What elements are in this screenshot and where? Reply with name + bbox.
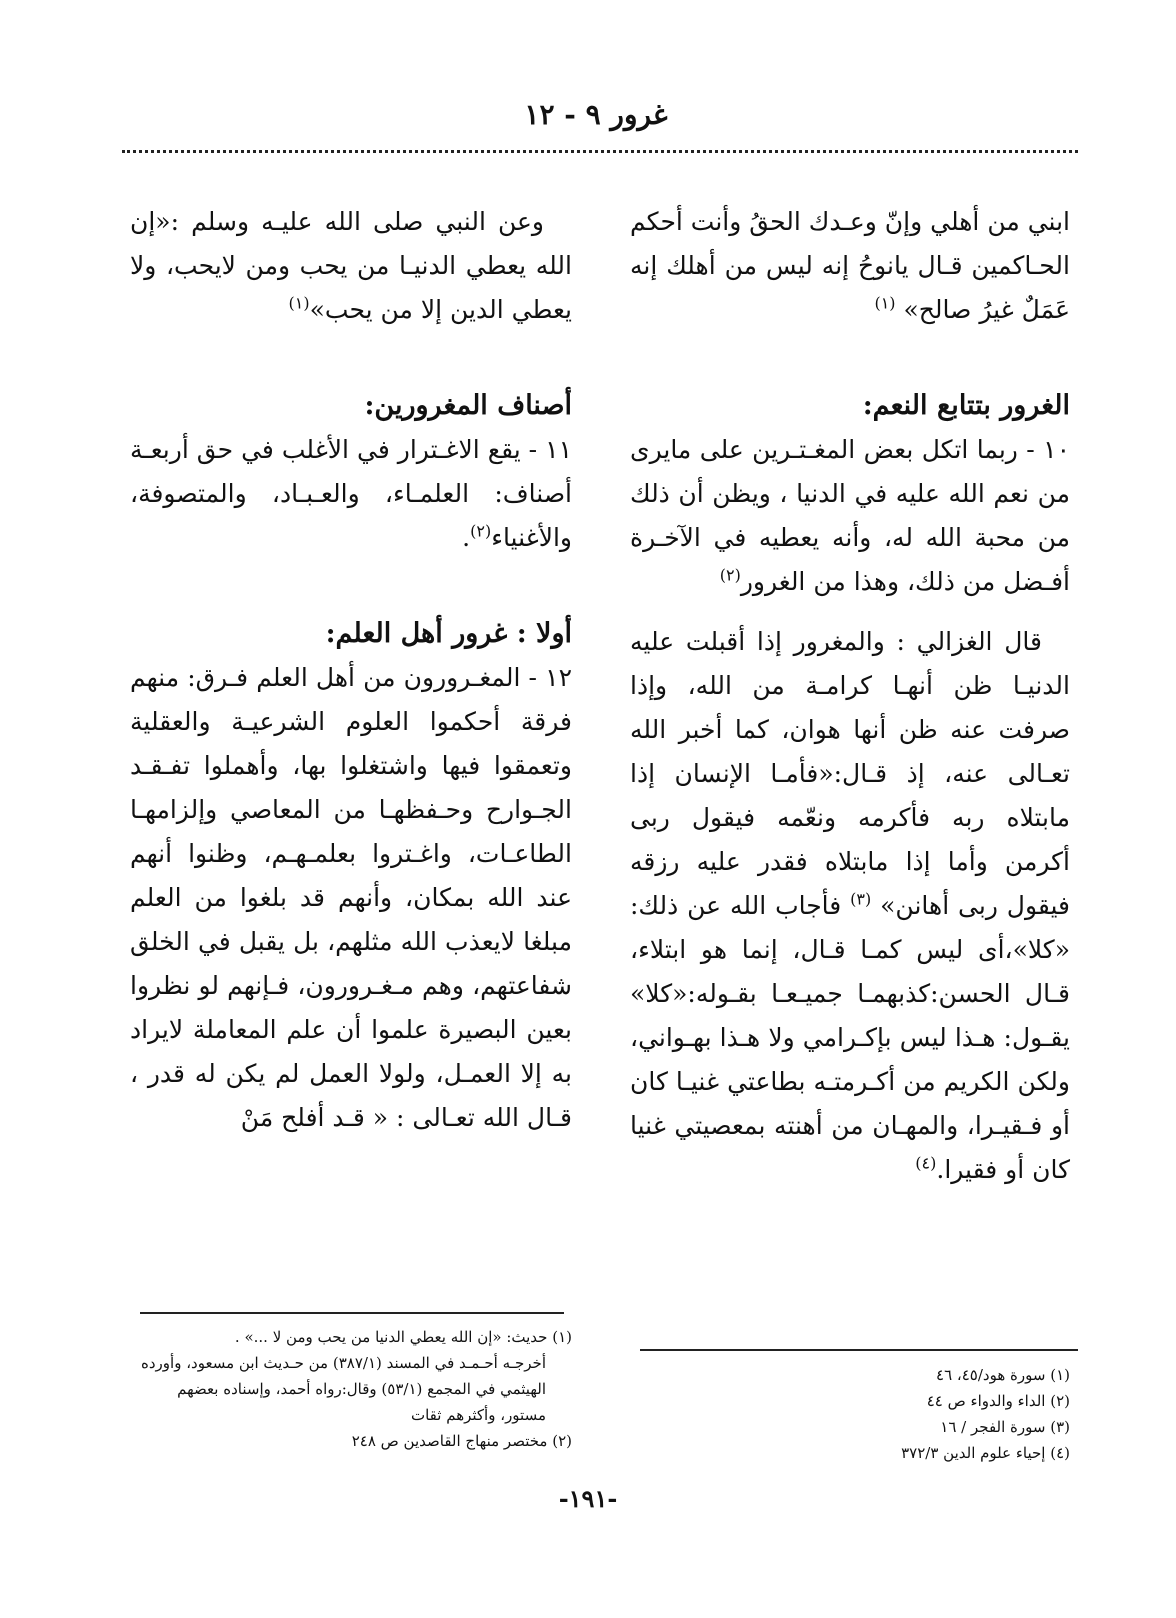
footnote-item: (١) سورة هود/٤٥، ٤٦ [936, 1366, 1070, 1384]
footnote-item: (٢) الداء والدواء ص ٤٤ [926, 1392, 1070, 1410]
left-column [130, 200, 572, 1140]
right-paragraph-3: قال الغزالي : والمغرور إذا أقبلت عليه الدنيـا ظن أنهـا كرامـة من الله، وإذا صرفت عنه ظن أنها هوان، كما أخبر الله تعـالى عنه، إذ قـال:«فأمـا الإنسان إذا مابتلاه ربه فأكرمه ونعّمه فيقول ربى أكرمن وأما إذا مابتلاه فقدر عليه رزقه فيقول ربى أهانن» $^{(٣)}$ فأجاب الله عن ذلك: «كلا»،أى ليس كمـا قـال، إنما هو ابتلاء، قـال الحسن:كذبهمـا جميـعـا بقـوله:«كلا» يقـول: هـذا ليس بإكـرامي ولا هـذا بهـواني، ولكن الكريم من أكـرمتـه بطاعتي غنيـا كان أو فـقيـرا، والمهـان من أهنته بمعصيتي غنيا كان أو فقيرا.$^{(٤)}$ [630, 627, 1071, 1184]
footnote-ref: (٣) [850, 889, 872, 909]
right-column [630, 200, 1070, 1192]
footnote-ref: (٢) [719, 565, 741, 585]
footnote-item: (٢) مختصر منهاج القاصدين ص ٢٤٨ [351, 1432, 572, 1450]
right-paragraph-2: ١٠ - ربما اتكل بعض المغـتـرين على مايرى من نعم الله عليه في الدنيا ، ويظن أن ذلك من محبة الله له، وأنه يعطيه في الآخـرة أفـضل من ذلك، وهذا من الغرور$^{(٢)}$ [630, 435, 1070, 596]
footnote-item: (٣) سورة الفجر / ١٦ [940, 1418, 1070, 1436]
section-heading-ahl-al-ilm: أولا : غرور أهل العلم: [325, 618, 572, 649]
footnotes-right [630, 1362, 1070, 1466]
page-header [0, 98, 1176, 131]
footnotes-left [130, 1324, 572, 1454]
left-paragraph-1: وعن النبي صلى الله عليـه وسلم :«إن الله يعطي الدنيـا من يحب ومن لايحب، ولا يعطي الدين إلا من يحب»$^{(١)}$ [130, 207, 572, 324]
header-dotted-divider [122, 150, 1078, 153]
footnote-item: (٤) إحياء علوم الدين ٣٧٢/٣ [901, 1444, 1070, 1462]
footnote-item: (١) حديث: «إن الله يعطي الدنيا من يحب ومن لا ...» . [234, 1328, 572, 1346]
footnote-item-continuation: أخرجـه أحـمـد في المسند (٣٨٧/١) من حـديث ابن مسعود، وأورده الهيثمي في المجمع (٥٣/١) وقال:رواه أحمد، وإسناده بعضهم مستور، وأكثرهم ثقات [141, 1354, 546, 1424]
footnote-ref: (١) [874, 293, 896, 313]
section-heading-ghuroor-nia-am: الغرور بتتابع النعم: [862, 390, 1070, 421]
page-number: -١٩١- [558, 1484, 618, 1513]
footnote-ref: (١) [288, 293, 310, 313]
footnote-divider-left [140, 1312, 564, 1314]
section-heading-asnaf: أصناف المغرورين: [364, 390, 572, 421]
left-paragraph-3: ١٢ - المغـرورون من أهل العلم فـرق: منهم فرقة أحكموا العلوم الشرعيـة والعقلية وتعمقوا فيها واشتغلوا بها، وأهملوا تفـقـد الجـوارح وحـفظهـا من المعاصي وإلزامهـا الطاعـات، واغـتروا بعلمـهـم، وظنوا أنهم عند الله بمكان، وأنهم قد بلغوا من العلم مبلغا لايعذب الله مثلهم، بل يقبل في الخلق شفاعتهم، وهم مـغـرورون، فـإنهم لو نظروا بعين البصيرة علموا أن علم المعاملة لايراد به إلا العمـل، ولولا العمل لم يكن له قدر ، قـال الله تعـالى : « قـد أفلح مَنْ [130, 663, 572, 1132]
page-header-title: غرور ٩ - ١٢ [524, 98, 668, 131]
footnote-ref: (٤) [915, 1153, 937, 1173]
footnote-ref: (٢) [470, 521, 492, 541]
left-paragraph-2: ١١ - يقع الاغـترار في الأغلب في حق أربعـة أصناف: العلمـاء، والعـبـاد، والمتصوفة، والأغنياء$^{(٢)}$. [130, 435, 572, 552]
right-paragraph-1: ابني من أهلي وإنّ وعـدك الحقُ وأنت أحكم الحـاكمين قـال يانوحُ إنه ليس من أهلك إنه عَمَلٌ غيرُ صالح» $^{(١)}$ [630, 207, 1070, 324]
footnote-divider-right [640, 1349, 1078, 1351]
